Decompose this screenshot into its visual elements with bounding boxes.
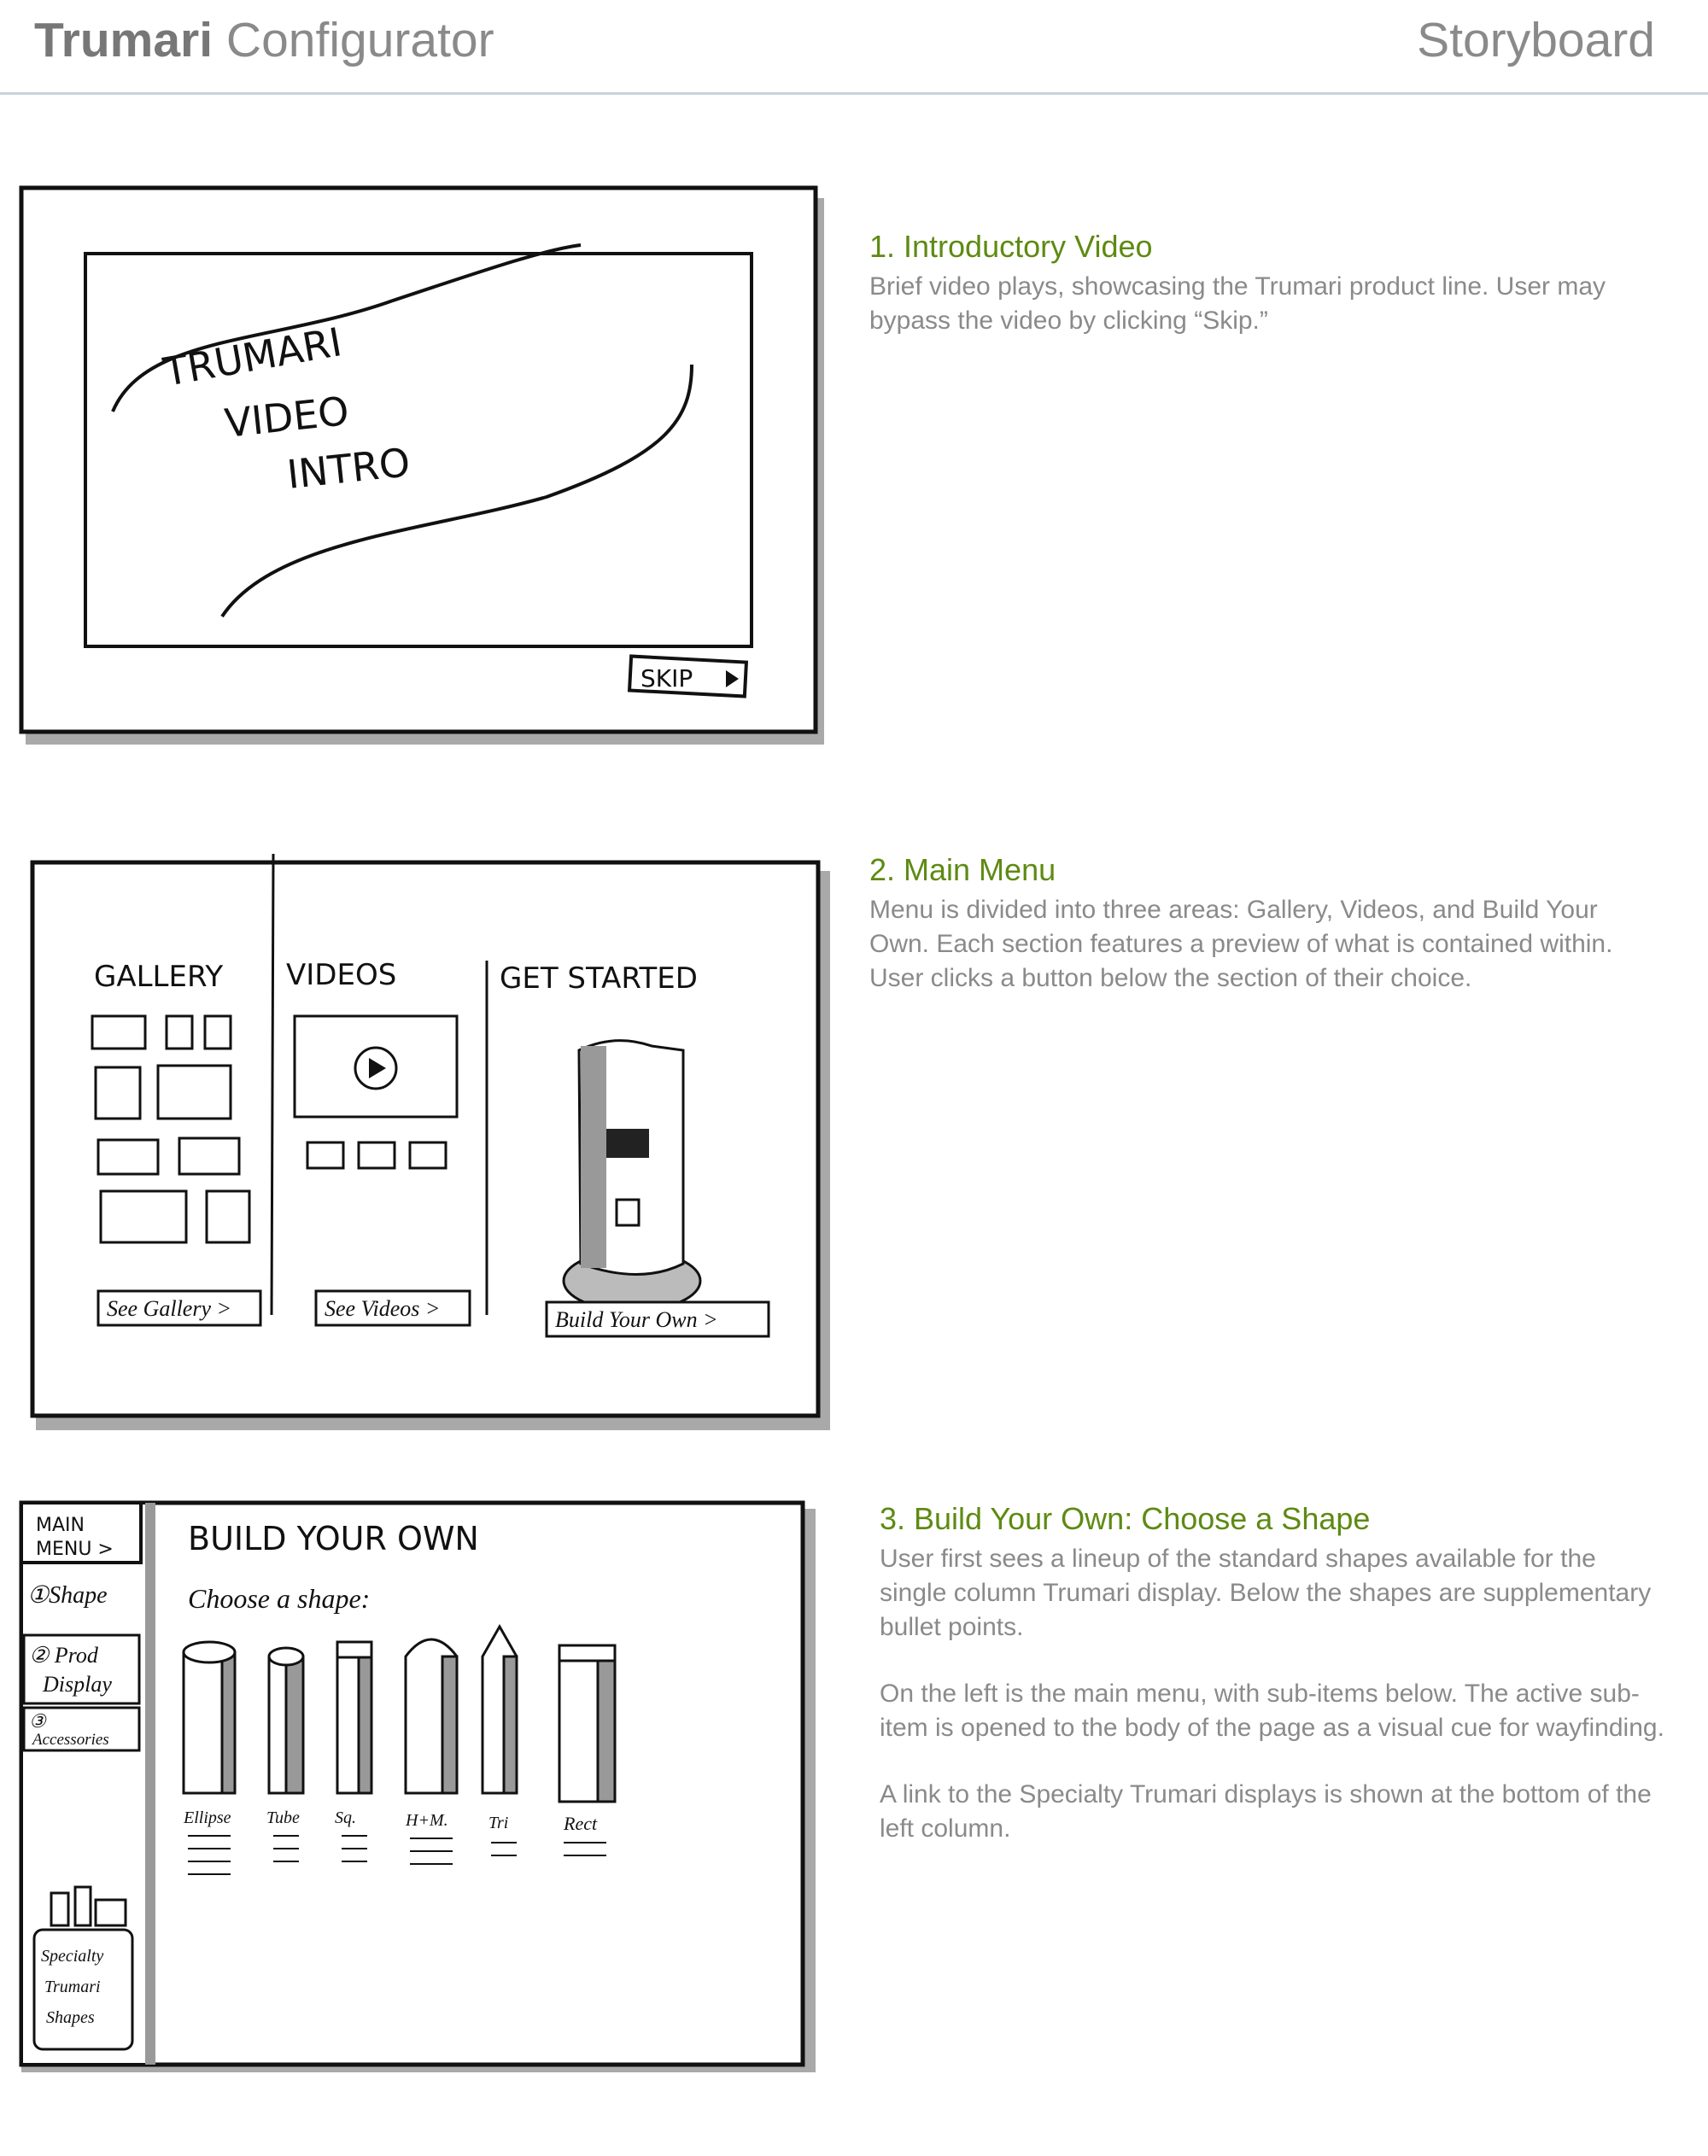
sketch-main-menu [26, 854, 837, 1434]
shape-label-triangle: Tri [488, 1814, 509, 1832]
trumari-display-illustration [564, 1041, 700, 1311]
main-menu-line-1: MAIN [36, 1515, 85, 1536]
gallery-heading: GALLERY [94, 960, 224, 994]
nav-item-shape[interactable] [27, 1582, 108, 1609]
choose-shape-subtitle: Choose a shape: [188, 1583, 371, 1614]
nav-item-accessories-num: ③ [29, 1710, 46, 1732]
title-product: Configurator [225, 13, 494, 67]
storyboard-label: Storyboard [1417, 13, 1655, 67]
nav-item-accessories[interactable] [24, 1708, 139, 1750]
sketch-intro-video [17, 181, 828, 749]
nav-item-prod-display[interactable] [24, 1635, 139, 1703]
shape-half-moon[interactable] [406, 1639, 457, 1793]
specialty-line-1: Specialty [41, 1947, 104, 1966]
see-gallery-button[interactable] [98, 1291, 260, 1325]
shape-rectangle[interactable] [559, 1645, 615, 1802]
video-title-line-3: INTRO [284, 439, 412, 498]
shape-triangle[interactable] [483, 1627, 517, 1793]
shape-ellipse[interactable] [184, 1642, 235, 1793]
specialty-line-3: Shapes [46, 2008, 95, 2027]
description-build-your-own [880, 1501, 1665, 1878]
shape-tube[interactable] [269, 1648, 303, 1793]
build-your-own-title: BUILD YOUR OWN [188, 1520, 479, 1557]
videos-heading: VIDEOS [286, 958, 397, 992]
nav-item-accessories-label: Accessories [32, 1731, 109, 1749]
shape-label-ellipse: Ellipse [184, 1808, 231, 1827]
shape-square[interactable] [337, 1642, 371, 1793]
build-your-own-label: Build Your Own > [555, 1307, 718, 1332]
nav-item-prod-line-1: ② Prod [29, 1643, 98, 1668]
heading-build-your-own: 3. Build Your Own: Choose a Shape [880, 1501, 1371, 1536]
page-header [0, 0, 1708, 95]
description-main-menu [869, 852, 1655, 1028]
see-videos-label: See Videos > [325, 1296, 441, 1321]
paragraph-build-your-own-1: User first sees a lineup of the standard shapes available for the single column Trumari display. Below the shapes are supplementary bullet points. [880, 1545, 1652, 1641]
video-title-line-2: VIDEO [222, 388, 352, 447]
shape-label-half-moon: H+M. [406, 1811, 448, 1830]
nav-item-shape-label: ①Shape [27, 1582, 108, 1609]
title-brand: Trumari [34, 13, 214, 67]
shape-label-rectangle: Rect [564, 1813, 598, 1834]
page-title [34, 12, 494, 68]
heading-main-menu: 2. Main Menu [869, 852, 1056, 887]
paragraph-build-your-own-2: On the left is the main menu, with sub-items below. The active sub-item is opened to the body of the page as a visual cue for wayfinding. [880, 1680, 1664, 1742]
shape-label-square: Sq. [335, 1808, 356, 1827]
description-intro-video [869, 229, 1655, 371]
skip-button-label: SKIP [640, 664, 693, 692]
see-videos-button[interactable] [316, 1291, 470, 1325]
paragraph-intro-video: Brief video plays, showcasing the Trumari product line. User may bypass the video by clicking “Skip.” [869, 272, 1606, 335]
shape-label-tube: Tube [266, 1808, 300, 1827]
main-menu-line-2: MENU > [36, 1539, 114, 1560]
paragraph-main-menu: Menu is divided into three areas: Gallery, Videos, and Build Your Own. Each section features a preview of what is contained within. User clicks a button below the section of their choice. [869, 896, 1613, 992]
nav-item-prod-line-2: Display [43, 1672, 112, 1697]
main-menu-link[interactable] [21, 1503, 141, 1563]
skip-button[interactable] [629, 657, 746, 697]
heading-intro-video: 1. Introductory Video [869, 229, 1153, 264]
get-started-heading: GET STARTED [500, 961, 698, 996]
paragraph-build-your-own-3: A link to the Specialty Trumari displays is shown at the bottom of the left column. [880, 1780, 1652, 1843]
see-gallery-label: See Gallery > [107, 1296, 232, 1321]
specialty-line-2: Trumari [44, 1978, 101, 1996]
build-your-own-button[interactable] [547, 1302, 769, 1336]
video-title-line-1: TRUMARI [160, 318, 346, 395]
sketch-build-your-own [17, 1499, 828, 2079]
video-preview [295, 1016, 457, 1168]
